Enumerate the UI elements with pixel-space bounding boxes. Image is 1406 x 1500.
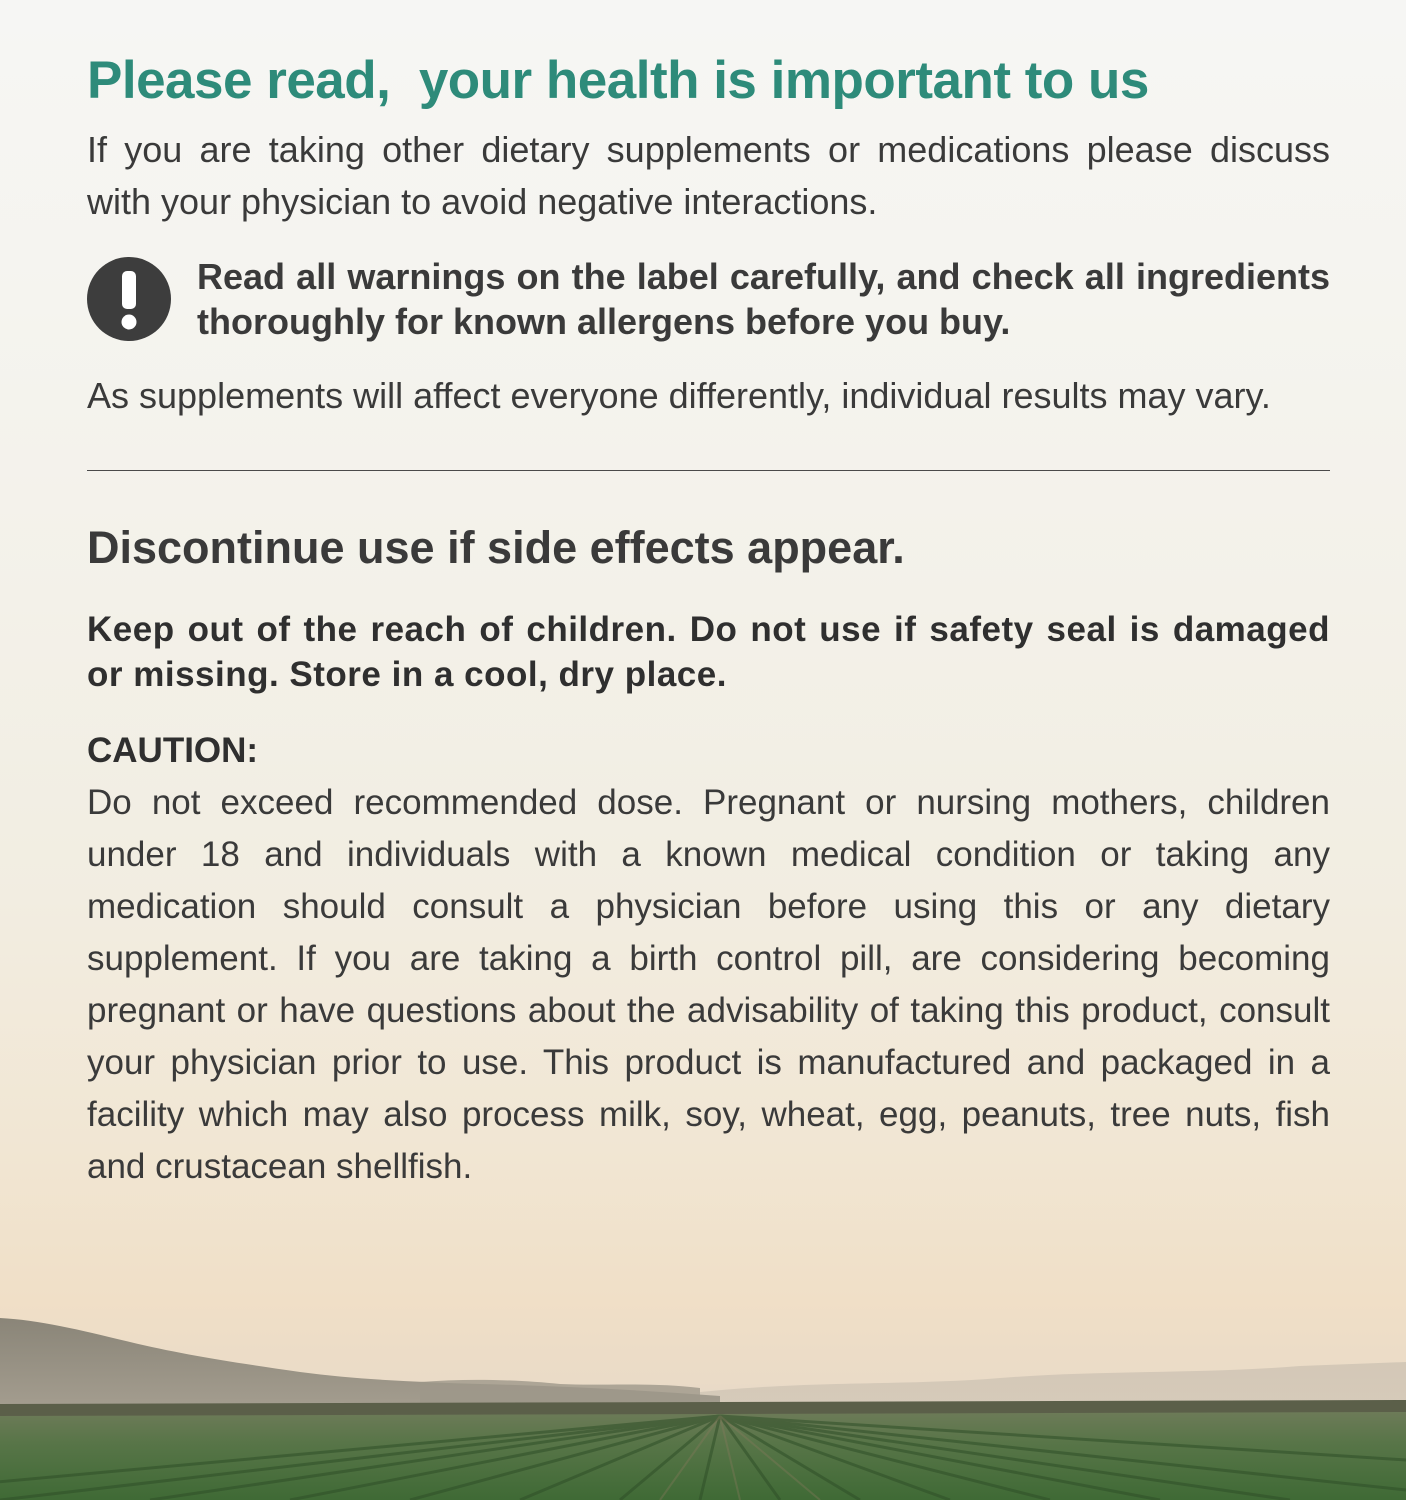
results-note: As supplements will affect everyone differently, individual results may vary. — [87, 375, 1271, 416]
farm-landscape-image — [0, 1300, 1406, 1500]
section-divider — [87, 470, 1330, 471]
caution-label: CAUTION: — [87, 731, 259, 770]
caution-text: Do not exceed recommended dose. Pregnant or nursing mothers, children under 18 and individuals with a known medical condition or taking any medication should consult a physician before using this or any dietary supplement. If you are taking a birth control pill, are considering becoming pregnant or have questions about the advisability of taking this product, consult your physician prior to use. This product is manufactured and packaged in a facility which may also process milk, soy, wheat, egg, peanuts, tree nuts, fish and crustacean shellfish. — [87, 783, 1330, 1186]
allergen-warning-text: Read all warnings on the label carefully, and check all ingredients thoroughly for known allergens before you buy. — [197, 256, 1330, 342]
page-title: Please read, your health is important to us — [87, 51, 1149, 110]
discontinue-heading: Discontinue use if side effects appear. — [87, 522, 905, 573]
intro-paragraph: If you are taking other dietary supplements or medications please discuss with your physician to avoid negative interactions. — [87, 129, 1330, 222]
exclamation-circle-icon — [87, 257, 171, 341]
storage-note: Keep out of the reach of children. Do not use if safety seal is damaged or missing. Store in a cool, dry place. — [87, 610, 1330, 694]
allergen-warning — [87, 254, 1330, 344]
warning-document — [87, 48, 1330, 1193]
